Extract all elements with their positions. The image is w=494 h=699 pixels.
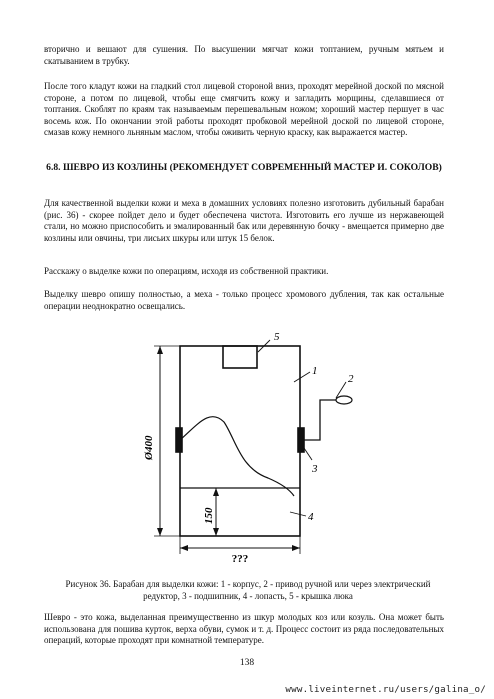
leader-3 xyxy=(304,448,312,460)
paragraph-drying: вторично и вешают для сушения. По высушении мягчат кожи топтанием, ручным мятьем и скатыванием в трубку. xyxy=(44,44,444,66)
paragraph-chevro: Шевро - это кожа, выделанная преимущественно из шкур молодых коз или козуль. Она может быть использована для пошива курток, верха обуви, сумок и т. д. Процесс состоит из ряда последовательных операций, которые проходят при комнатной температуре. xyxy=(44,612,444,646)
section-heading: 6.8. ШЕВРО ИЗ КОЗЛИНЫ (РЕКОМЕНДУЕТ СОВРЕМЕННЫЙ МАСТЕР И. СОКОЛОВ) xyxy=(46,162,442,173)
paragraph-drum: Для качественной выделки кожи и меха в домашних условиях полезно изготовить дубильный барабан (рис. 36) - скорее пойдет дело и будет обеспечена чистота. Изготовить его лучше из нержавеющей стали, но можно приспособить и эмалированный бак или деревянную бочку - вмещается примерно две козлины или овчины, три лисьих шкуры или штук 15 белок. xyxy=(44,198,444,243)
paragraph-finishing: После того кладут кожи на гладкий стол лицевой стороной вниз, проходят мерейной доской по мясной стороне, а потом по лицевой, чтобы еще смягчить кожу и загладить морщины, сделавшиеся от топтания. Скоблят по краям так называемым перешевальным ножом; хороший мастер першует в час восемь кож. По окончании этой работы проходят пробковой мерейной доской по лицевой стороне, смазав кожу немного льняным маслом, чтобы оживить черную краску, как выражается мастер. xyxy=(44,81,444,138)
drum-figure xyxy=(140,328,380,562)
label-3: 3 xyxy=(312,463,318,475)
bearing-right xyxy=(298,428,304,452)
label-1: 1 xyxy=(312,365,318,377)
drum-body xyxy=(180,346,300,536)
contents-curve xyxy=(180,417,294,496)
page-number: 138 xyxy=(239,658,255,668)
label-5: 5 xyxy=(274,331,280,343)
label-2: 2 xyxy=(348,373,354,385)
label-4: 4 xyxy=(308,511,314,523)
dimension-height-label: Ø400 xyxy=(143,435,155,460)
dimension-width-label: ??? xyxy=(231,553,249,562)
paragraph-operations: Расскажу о выделке кожи по операциям, исходя из собственной практики. xyxy=(44,266,329,276)
leader-1 xyxy=(294,372,310,382)
drive-handle xyxy=(336,396,352,404)
leader-4 xyxy=(290,512,306,516)
figure-caption: Рисунок 36. Барабан для выделки кожи: 1 - корпус, 2 - привод ручной или через электрический редуктор, 3 - подшипник, 4 - лопасть, 5 - крышка люка xyxy=(65,579,431,601)
bearing-left xyxy=(176,428,182,452)
watermark-url[interactable]: www.liveinternet.ru/users/galina_o/ xyxy=(285,684,486,695)
paragraph-describe: Выделку шевро опишу полностью, а меха - только процесс хромового дубления, так как остальные операции неоднократно освещались. xyxy=(44,289,444,311)
hatch-cover xyxy=(223,346,257,368)
drive-shaft xyxy=(304,400,336,440)
dimension-blade-label: 150 xyxy=(203,507,215,524)
